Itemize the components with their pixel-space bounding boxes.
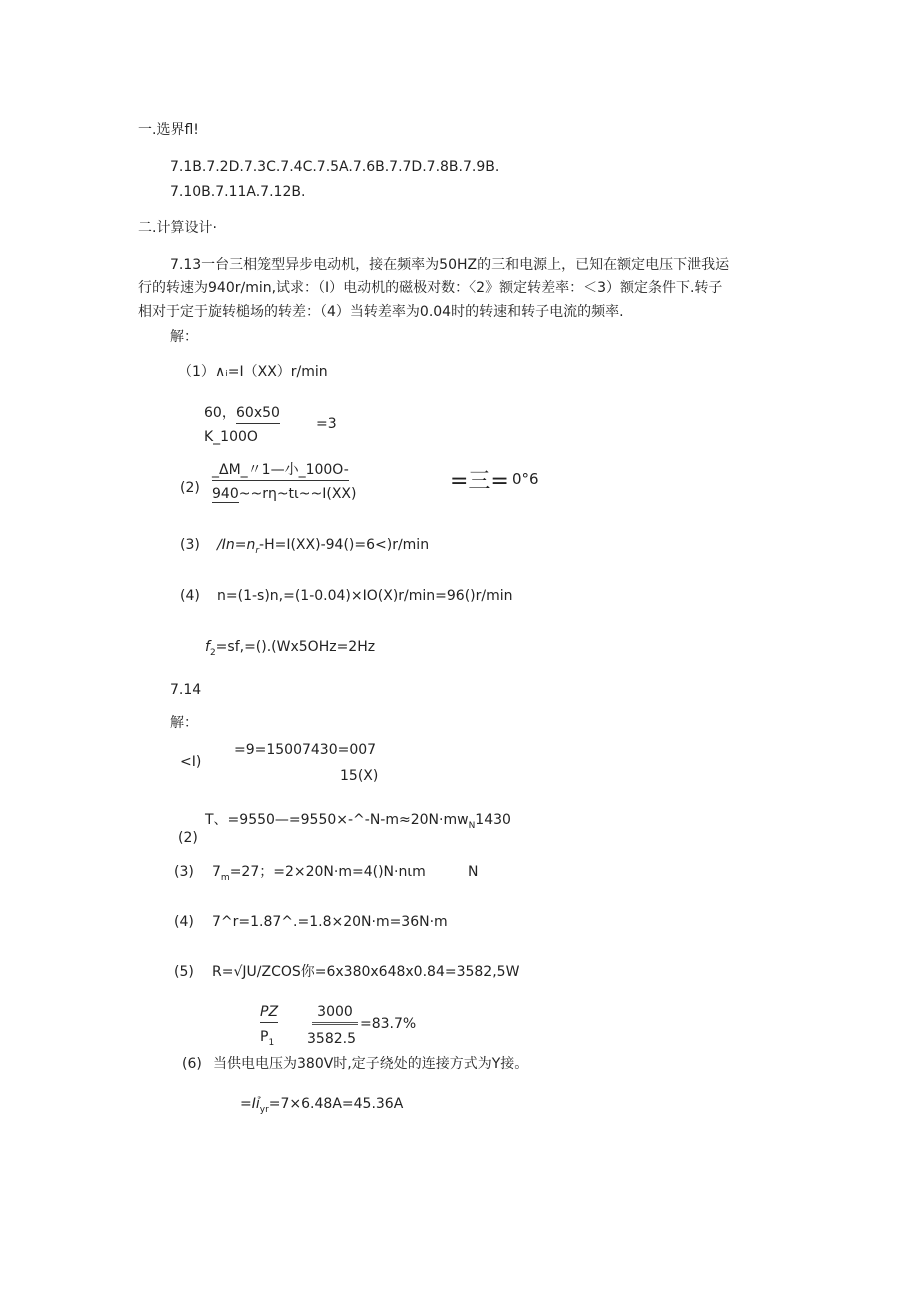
q713-line3: 相对于定于旋转槌场的转差：（4）当转差率为0.04时的转速和转子电流的频率. <box>138 304 624 320</box>
s713-3-text-b: -H=I(XX)-94()=6<)r∕min <box>259 537 430 553</box>
s714-5b-result: =83.7% <box>360 1016 417 1032</box>
s713-3-label: (3) <box>180 537 200 553</box>
s714-4-text: 7^r=1.87^.=1.8×20N·m=36N·m <box>212 914 448 930</box>
s714-5b-num: 3000 <box>312 1002 358 1025</box>
s713-1-num-a: 60， <box>204 405 236 421</box>
s713-1-result: =3 <box>316 416 337 432</box>
s713-1-den: K_100O <box>204 429 258 445</box>
s714-2-label: (2) <box>178 830 198 846</box>
section2-heading: 二.计算设计· <box>138 220 217 236</box>
s713-4b-rest: =sf,=().(Wx5OHz=2Hz <box>215 639 376 655</box>
s714-5-label: (5) <box>174 964 194 980</box>
s714-4-label: (4) <box>174 914 194 930</box>
q713-line1: 7.13一台三相笼型异步电动机，接在频率为50HZ的三和电源上，已知在额定电压下泄我运 <box>170 257 730 273</box>
s713-2-top: _ΔM_〃1—小_100O- <box>212 460 349 481</box>
solution-label-714: 解： <box>170 715 198 731</box>
s714-6-text: 当供电电压为380V时,定子绕处的连接方式为Y接。 <box>213 1056 529 1072</box>
s714-6b-text <box>240 1094 403 1120</box>
s714-3-far: N <box>468 864 479 880</box>
s713-4b-sub: 2 <box>209 647 216 658</box>
s713-1-label: （1） <box>178 364 215 380</box>
s713-4b-f: f <box>205 639 210 655</box>
s713-2-result-b: 0°6 <box>512 470 539 488</box>
answers-line2: 7.10B.7.11A.7.12B. <box>170 184 306 200</box>
s714-5b-bottom <box>260 1027 274 1053</box>
solution-label-713: 解： <box>170 329 198 345</box>
s714-3-a: 7 <box>212 864 221 880</box>
s713-2-result-a: =三= <box>450 469 509 494</box>
s714-5b-sub: 1 <box>268 1037 275 1048</box>
s714-2-tail: 1430 <box>475 812 511 828</box>
s713-3-text <box>217 535 429 561</box>
s714-6b-sub: yr <box>259 1104 269 1115</box>
s713-1-num-b: 60x50 <box>236 403 280 424</box>
s714-3-sub: m <box>220 872 230 883</box>
s713-3-text-a: ∕In=n <box>217 537 256 553</box>
s713-4-label: (4) <box>180 588 200 604</box>
s714-5b-p: P <box>260 1029 269 1045</box>
s714-3-label: (3) <box>174 864 194 880</box>
s713-2-bottom <box>212 484 356 504</box>
s714-3-b: =27；=2×20N·m=4()N·nιm <box>229 864 426 880</box>
s714-1-text: =9=15007430=007 <box>234 742 377 758</box>
s713-2-bottom-a: 940 <box>212 486 239 502</box>
q713-line2: 行的转速为940r∕min,试求：（I）电动机的磁极对数：〈2》额定转差率：＜3）额定条件下.转子 <box>138 280 723 296</box>
s714-3-text <box>212 862 426 888</box>
s713-4-text: n=(1-s)n,=(1-0.04)×IO(X)r/min=96()r/min <box>217 588 513 604</box>
p714-title: 7.14 <box>170 682 202 698</box>
s714-5-text: R=√JU∕ZCOS你=6x380x648x0.84=3582,5W <box>212 964 520 980</box>
s714-2-sub: N <box>468 820 476 831</box>
s713-4b-text <box>205 637 375 663</box>
s714-6b-tail: =7×6.48A=45.36A <box>268 1096 404 1112</box>
s714-2-main: T、=9550—=9550×-^-N-m≈20N·mw <box>205 812 469 828</box>
s713-3-sub: r <box>255 545 260 556</box>
s714-5b-den: 3582.5 <box>307 1031 356 1043</box>
s713-2-bottom-b: ~~rη~tι~~I(XX) <box>238 486 357 502</box>
s714-1-label: <I) <box>180 754 202 770</box>
answers-line1: 7.1B.7.2D.7.3C.7.4C.7.5A.7.6B.7.7D.7.8B.7.9B. <box>170 159 500 175</box>
s714-1-sub: 15(X) <box>340 768 379 784</box>
s713-2-label: (2) <box>180 480 200 496</box>
s713-1-text: ∧ᵢ=I（XX）r/min <box>215 364 328 380</box>
s714-6-label: (6) <box>182 1056 202 1072</box>
s714-6b-main: =Iỉ <box>240 1096 260 1112</box>
section1-heading: 一.选界fl! <box>138 122 199 138</box>
s714-5b-top: PZ <box>260 1002 278 1023</box>
s714-2-text <box>205 810 511 836</box>
